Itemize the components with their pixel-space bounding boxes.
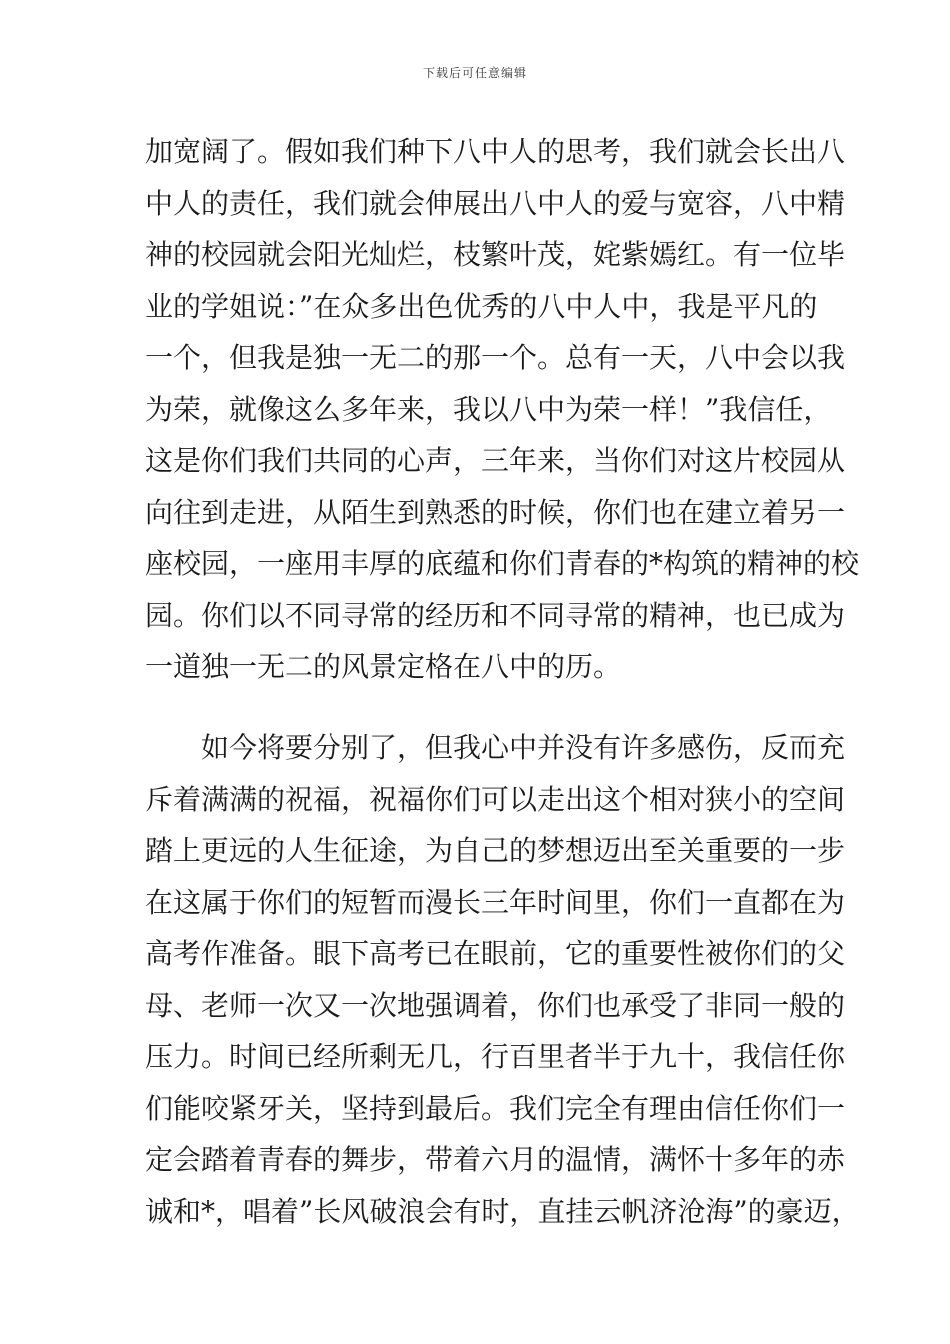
text-line: 斥着满满的祝福，祝福你们可以走出这个相对狭小的空间 (145, 782, 846, 816)
text-line: 踏上更远的人生征途，为自己的梦想迈出至关重要的一步 (145, 834, 846, 867)
text-line: 如今将要分别了，但我心中并没有许多感伤，反而充 (201, 731, 846, 764)
text-line: 压力。时间已经所剩无几，行百里者半于九十，我信任你 (145, 1040, 846, 1073)
text-line: 在这属于你们的短暂而漫长三年时间里，你们一直都在为 (145, 885, 846, 919)
paragraph-2 (145, 722, 860, 1237)
text-line: 高考作准备。眼下高考已在眼前，它的重要性被你们的父 (145, 937, 846, 970)
text-line: 母、老师一次又一次地强调着，你们也承受了非同一般的 (145, 988, 846, 1022)
text-line: 中人的责任，我们就会伸展出八中人的爱与宽容，八中精 (145, 186, 846, 220)
text-line: 神的校园就会阳光灿烂，枝繁叶茂，姹紫嫣红。有一位毕 (145, 238, 846, 271)
text-line: 向往到走进，从陌生到熟悉的时候，你们也在建立着另一 (145, 495, 846, 529)
text-line: 定会踏着青春的舞步，带着六月的温情，满怀十多年的赤 (145, 1143, 846, 1176)
text-line: 为荣，就像这么多年来，我以八中为荣一样！”我信任， (145, 392, 832, 426)
text-line: 这是你们我们共同的心声，三年来，当你们对这片校园从 (145, 444, 846, 477)
text-line: 一道独一无二的风景定格在八中的历。 (145, 650, 622, 683)
paragraph-1 (145, 126, 860, 693)
text-line: 业的学姐说：”在众多出色优秀的八中人中，我是平凡的 (145, 289, 818, 323)
text-line: 一个，但我是独一无二的那一个。总有一天，八中会以我 (145, 341, 846, 374)
text-line: 园。你们以不同寻常的经历和不同寻常的精神，也已成为 (145, 598, 846, 632)
text-line: 加宽阔了。假如我们种下八中人的思考，我们就会长出八 (145, 135, 846, 168)
page-header: 下载后可任意编辑 (422, 66, 527, 80)
text-line: 座校园，一座用丰厚的底蕴和你们青春的*构筑的精神的校 (145, 547, 860, 580)
text-line: 诚和*，唱着”长风破浪会有时，直挂云帆济沧海”的豪迈， (145, 1194, 860, 1228)
text-line: 们能咬紧牙关，坚持到最后。我们完全有理由信任你们一 (145, 1091, 846, 1125)
